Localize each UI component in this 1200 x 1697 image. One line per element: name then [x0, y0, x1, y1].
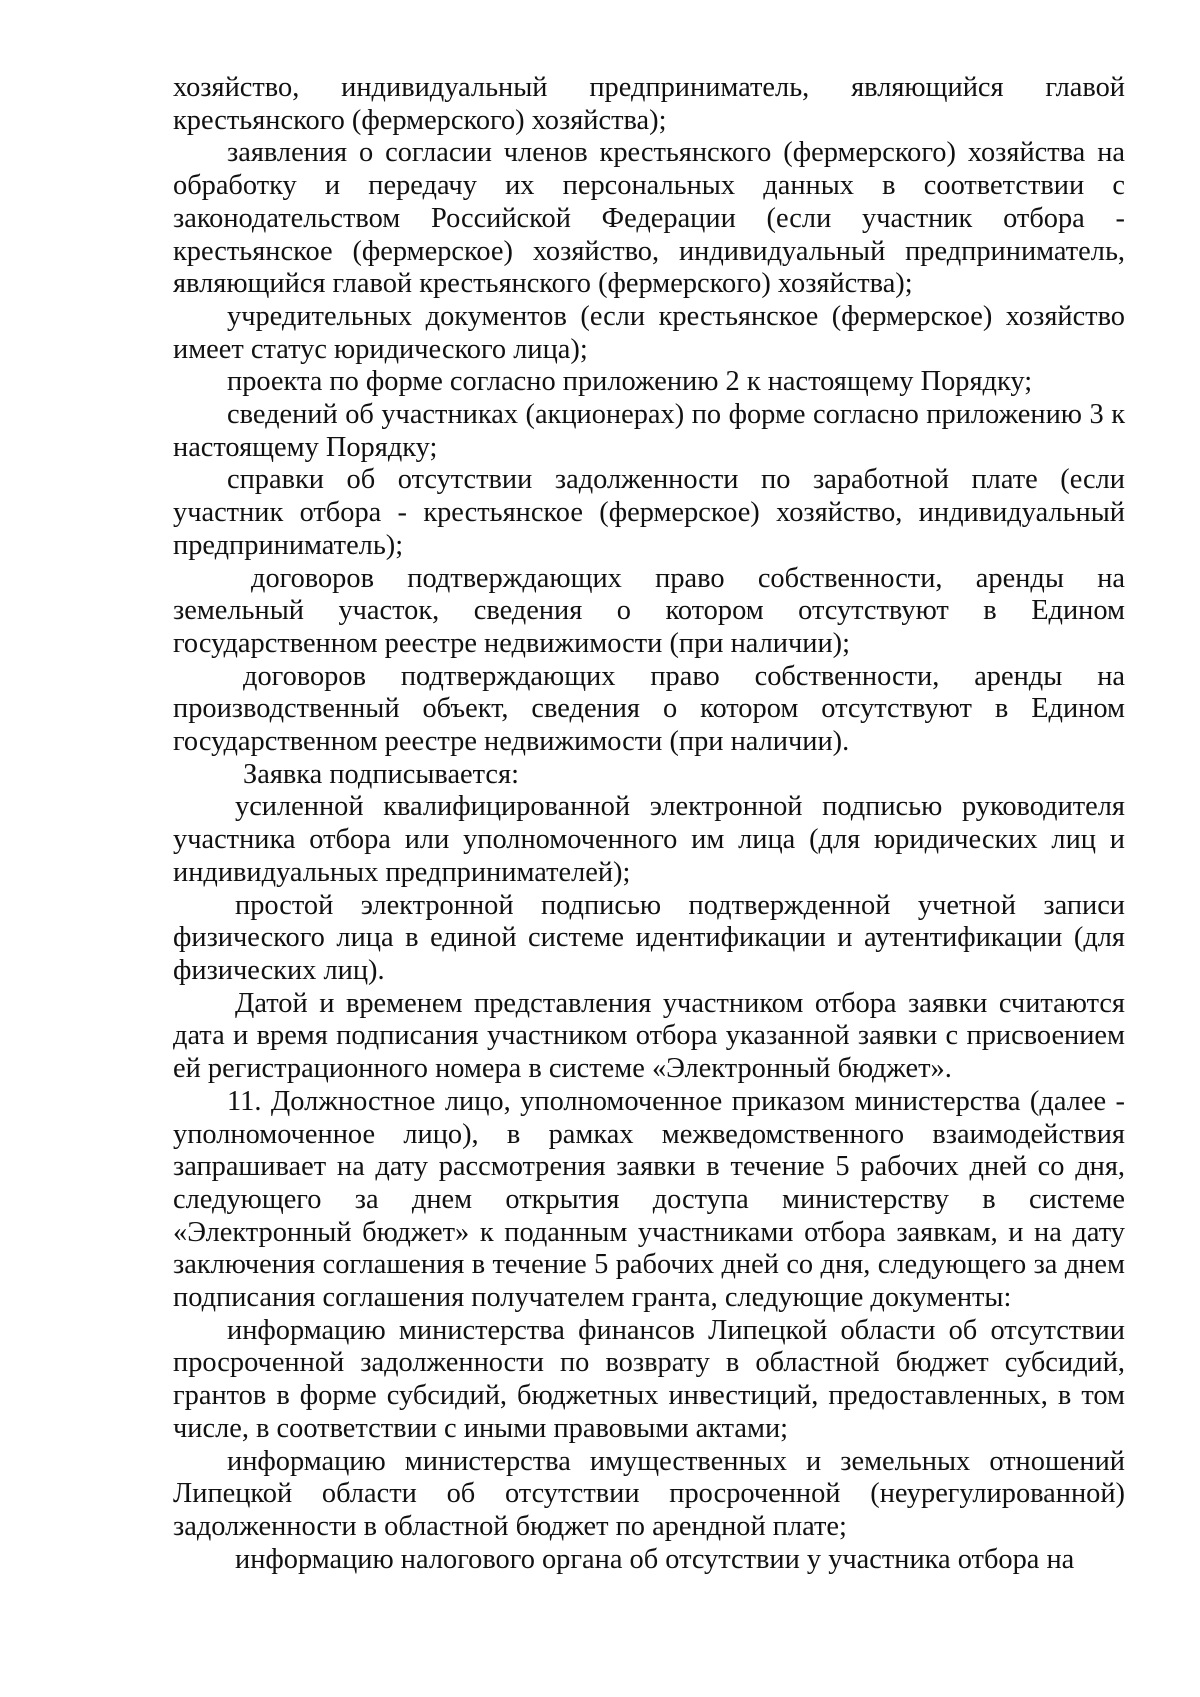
paragraph-application-signed: Заявка подписывается: — [243, 758, 519, 790]
paragraph-submission-datetime: Датой и временем представления участником отбора заявки считаются дата и время подписания участником отбора указанной заявки с присвоением ей регистрационного номера в системе «Электронный бюджет». — [173, 987, 1125, 1085]
paragraph-simple-signature: простой электронной подписью подтвержденной учетной записи физического лица в единой системе идентификации и аутентификации (для физических лиц). — [173, 889, 1125, 986]
paragraph-project-form: проекта по форме согласно приложению 2 к настоящему Порядку; — [227, 366, 1033, 398]
paragraph-shareholders-info: сведений об участниках (акционерах) по форме согласно приложению 3 к настоящему Порядку; — [173, 399, 1125, 463]
paragraph-finance-ministry-info: информацию министерства финансов Липецкой области об отсутствии просроченной задолженности по возврату в областной бюджет субсидий, грантов в форме субсидий, бюджетных инвестиций, предоставленных, в том числе, в соответствии с иными правовыми актами; — [173, 1314, 1125, 1444]
paragraph-consent-statements: заявления о согласии членов крестьянского (фермерского) хозяйства на обработку и передачу их персональных данных в соответствии с законодательством Российской Федерации (если участник отбора - крестьянское (фермерское) хозяйство, индивидуальный предприниматель, являющийся главой крестьянского (фермерского) хозяйства); — [173, 137, 1125, 300]
paragraph-section-11: 11. Должностное лицо, уполномоченное приказом министерства (далее - уполномоченное лицо), в рамках межведомственного взаимодействия запрашивает на дату рассмотрения заявки в течение 5 рабочих дней со дня, следующего за днем открытия доступа министерству в системе «Электронный бюджет» к поданным участниками отбора заявкам, и на дату заключения соглашения в течение 5 рабочих дней со дня, следующего за днем подписания соглашения получателем гранта, следующие документы: — [173, 1085, 1125, 1314]
paragraph-land-plot-contracts: договоров подтверждающих право собственности, аренды на земельный участок, сведения о котором отсутствуют в Едином государственном реестре недвижимости (при наличии); — [173, 562, 1125, 659]
paragraph-tax-authority-info: информацию налогового органа об отсутствии у участника отбора на — [235, 1543, 1075, 1575]
document-body — [173, 72, 1125, 1576]
paragraph-production-facility-contracts: договоров подтверждающих право собственности, аренды на производственный объект, сведения о котором отсутствуют в Едином государственном реестре недвижимости (при наличии). — [173, 660, 1125, 758]
paragraph-continuation: хозяйство, индивидуальный предприниматель, являющийся главой крестьянского (фермерского) хозяйства); — [173, 72, 1125, 136]
paragraph-qualified-signature: усиленной квалифицированной электронной подписью руководителя участника отбора или уполномоченного им лица (для юридических лиц и индивидуальных предпринимателей); — [173, 791, 1125, 888]
paragraph-founding-documents: учредительных документов (если крестьянское (фермерское) хозяйство имеет статус юридического лица); — [173, 300, 1125, 365]
paragraph-property-ministry-info: информацию министерства имущественных и земельных отношений Липецкой области об отсутствии просроченной (неурегулированной) задолженности в областной бюджет по арендной плате; — [173, 1445, 1125, 1542]
paragraph-salary-debt-certificate: справки об отсутствии задолженности по заработной плате (если участник отбора - крестьянское (фермерское) хозяйство, индивидуальный предприниматель); — [173, 464, 1125, 561]
